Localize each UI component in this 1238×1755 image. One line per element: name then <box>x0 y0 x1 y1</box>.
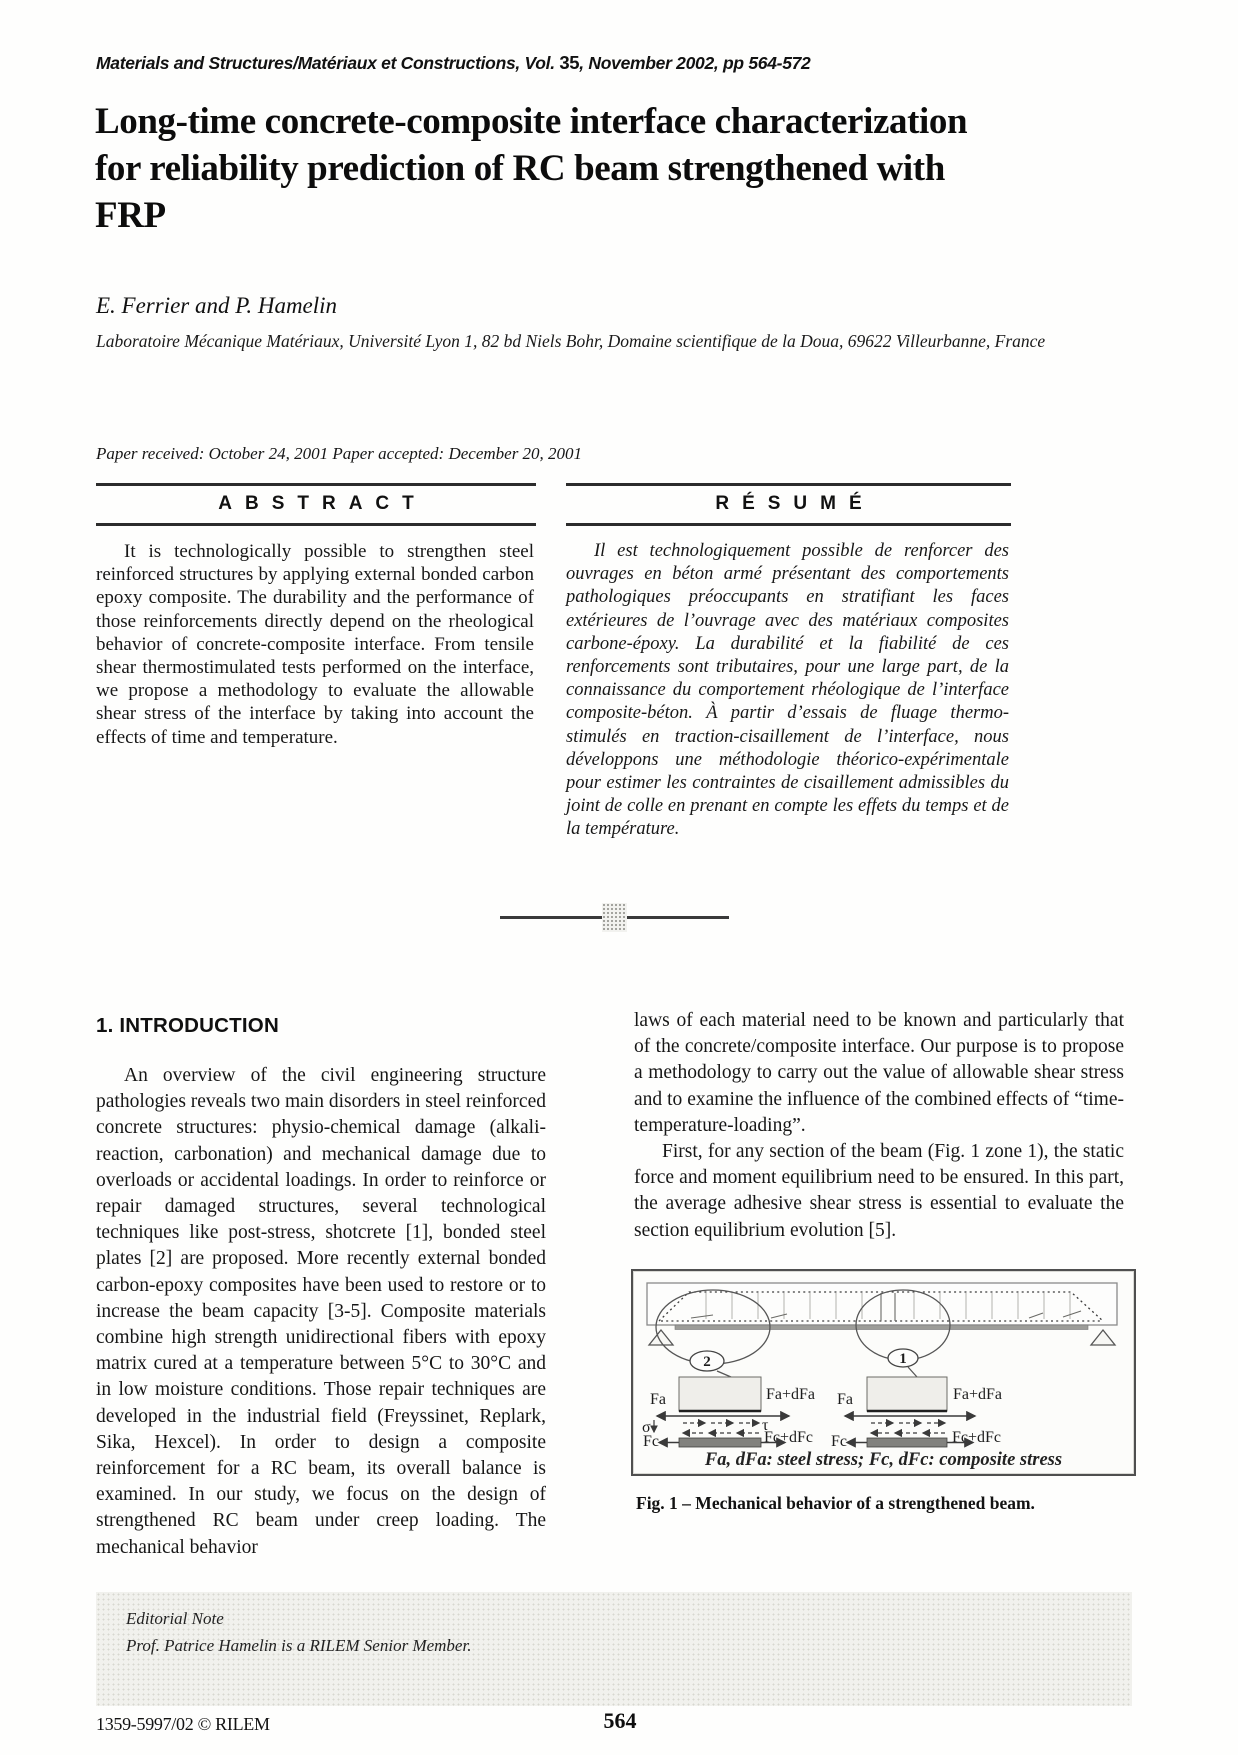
journal-header <box>96 52 811 74</box>
abstract-text: It is technologically possible to strengthen steel reinforced structures by applying external bonded carbon epoxy composite. The durability and the performance of those reinforcements directly depend on the rheological behavior of concrete-composite interface. From tensile shear thermostimulated tests performed on the interface, we propose a methodology to evaluate the allowable shear stress of the interface by taking into account the effects of time and temperature. <box>96 541 534 748</box>
journal-name: Materials and Structures/Matériaux et Constructions, Vol. <box>96 53 560 73</box>
abstract-resume-grid <box>96 483 1011 842</box>
body-two-columns <box>96 1008 1124 1561</box>
abstract-heading: ABSTRACT <box>218 493 427 514</box>
strengthened-beam-diagram <box>633 1271 1130 1451</box>
paper-title <box>95 98 1055 239</box>
introduction-heading: 1. INTRODUCTION <box>96 1014 279 1037</box>
fc-dfc-label: Fc+dFc <box>764 1428 814 1446</box>
fa-label: Fa <box>650 1390 666 1408</box>
resume-section <box>566 483 1011 842</box>
introduction-paragraph-2: First, for any section of the beam (Fig. 1 zone 1), the static force and moment equilibrium need to be ensured. In this part, the average adhesive shear stress is essential to evaluate the section equilibrium evolution [5]. <box>634 1141 1124 1241</box>
introduction-paragraph-1-continued: laws of each material need to be known and particularly that of the concrete/composite interface. Our purpose is to propose a methodology to carry out the value of allowable shear stress and to examine the influence of the combined effects of “time-temperature-loading”. <box>634 1010 1124 1136</box>
editorial-note-text: Prof. Patrice Hamelin is a RILEM Senior Member. <box>126 1636 472 1655</box>
issue-info: , November 2002, pp 564-572 <box>579 53 811 73</box>
fa-label: Fa <box>837 1390 853 1408</box>
tau-label: τ <box>762 1416 769 1434</box>
title-line-1: Long-time concrete-composite interface characterization <box>95 101 968 142</box>
fa-dfa-label: Fa+dFa <box>953 1385 1003 1403</box>
editorial-note-title: Editorial Note <box>126 1609 224 1628</box>
composite-strip-detail <box>867 1438 947 1447</box>
support-right <box>1091 1330 1115 1345</box>
fc-dfc-label: Fc+dFc <box>952 1428 1002 1446</box>
introduction-paragraph-1: An overview of the civil engineering structure pathologies reveals two main disorders in steel reinforced concrete structures: physio-chemical damage (alkali-reaction, carbonation) and mechanical damage due to overloads or accidental loadings. In order to reinforce or repair damaged structures, several technological techniques like post-stress, shotcrete [1], bonded steel plates [2] are proposed. More recently external bonded carbon-epoxy composites have been used to restore or to increase the beam capacity [3-5]. Composite materials combine high strength unidirectional fibers with epoxy matrix cured at a temperature between 5°C to 30°C and in low moisture conditions. Those repair techniques are developed in the industrial field (Freyssinet, Replark, Sika, Hexcel). In order to design a composite reinforcement for a RC beam, its overall balance is examined. In our study, we focus on the design of strengthened RC beam under creep loading. The mechanical behavior <box>96 1065 546 1558</box>
affiliation: Laboratoire Mécanique Matériaux, Université Lyon 1, 82 bd Niels Bohr, Domaine scientifique de la Doua, 69622 Villeurbanne, France <box>96 331 1046 351</box>
title-line-2: for reliability prediction of RC beam strengthened with <box>95 148 945 189</box>
zone-2-label: 2 <box>703 1353 711 1370</box>
body-right-column <box>634 1008 1124 1514</box>
authors: E. Ferrier and P. Hamelin <box>96 293 338 318</box>
received-accepted-line: Paper received: October 24, 2001 Paper accepted: December 20, 2001 <box>96 444 583 463</box>
resume-heading: RÉSUMÉ <box>715 493 875 514</box>
composite-strip-detail <box>679 1438 761 1447</box>
figure-legend: Fa, dFa: steel stress; Fc, dFc: composite stress <box>704 1449 1063 1470</box>
editorial-note <box>96 1592 1132 1706</box>
section-divider <box>500 916 729 919</box>
sigma-label: σ <box>642 1418 651 1436</box>
divider-ornament <box>602 903 627 932</box>
fa-dfa-label: Fa+dFa <box>766 1385 816 1403</box>
figure-caption: Fig. 1 – Mechanical behavior of a strengthened beam. <box>636 1492 1035 1513</box>
composite-plate-strip <box>675 1325 1088 1330</box>
figure-1 <box>634 1269 1124 1514</box>
volume-number: 35 <box>559 52 580 73</box>
beam-elevation <box>647 1283 1117 1345</box>
fc-label: Fc <box>643 1432 659 1450</box>
abstract-rule-bottom <box>96 523 536 526</box>
title-line-3: FRP <box>95 195 166 236</box>
abstract-section <box>96 483 536 842</box>
body-left-column <box>96 1008 546 1561</box>
resume-rule-bottom <box>566 523 1011 526</box>
zone-1-label: 1 <box>899 1350 907 1367</box>
page-number: 564 <box>603 1708 637 1733</box>
zone-1-detail <box>831 1377 1002 1450</box>
zone-2-detail <box>642 1377 815 1450</box>
issn-copyright: 1359-5997/02 © RILEM <box>96 1714 270 1734</box>
figure-1-frame <box>631 1269 1136 1476</box>
resume-text: Il est technologiquement possible de renforcer des ouvrages en béton armé présentant des comportements pathologiques préoccupants en stratifiant les faces extérieures de l’ouvrage avec des matériaux composites carbone-époxy. La durabilité et la fiabilité de ces renforcements sont tributaires, pour une large part, de la connaissance du comportement rhéologique de l’interface composite-béton. À partir d’essais de fluage thermo-stimulés en traction-cisaillement de l’interface, nous développons une méthodologie théorico-expérimentale pour estimer les contraintes de cisaillement admissibles du joint de colle en prenant en compte les effets du temps et de la température. <box>566 541 1009 840</box>
fc-label: Fc <box>831 1432 847 1450</box>
